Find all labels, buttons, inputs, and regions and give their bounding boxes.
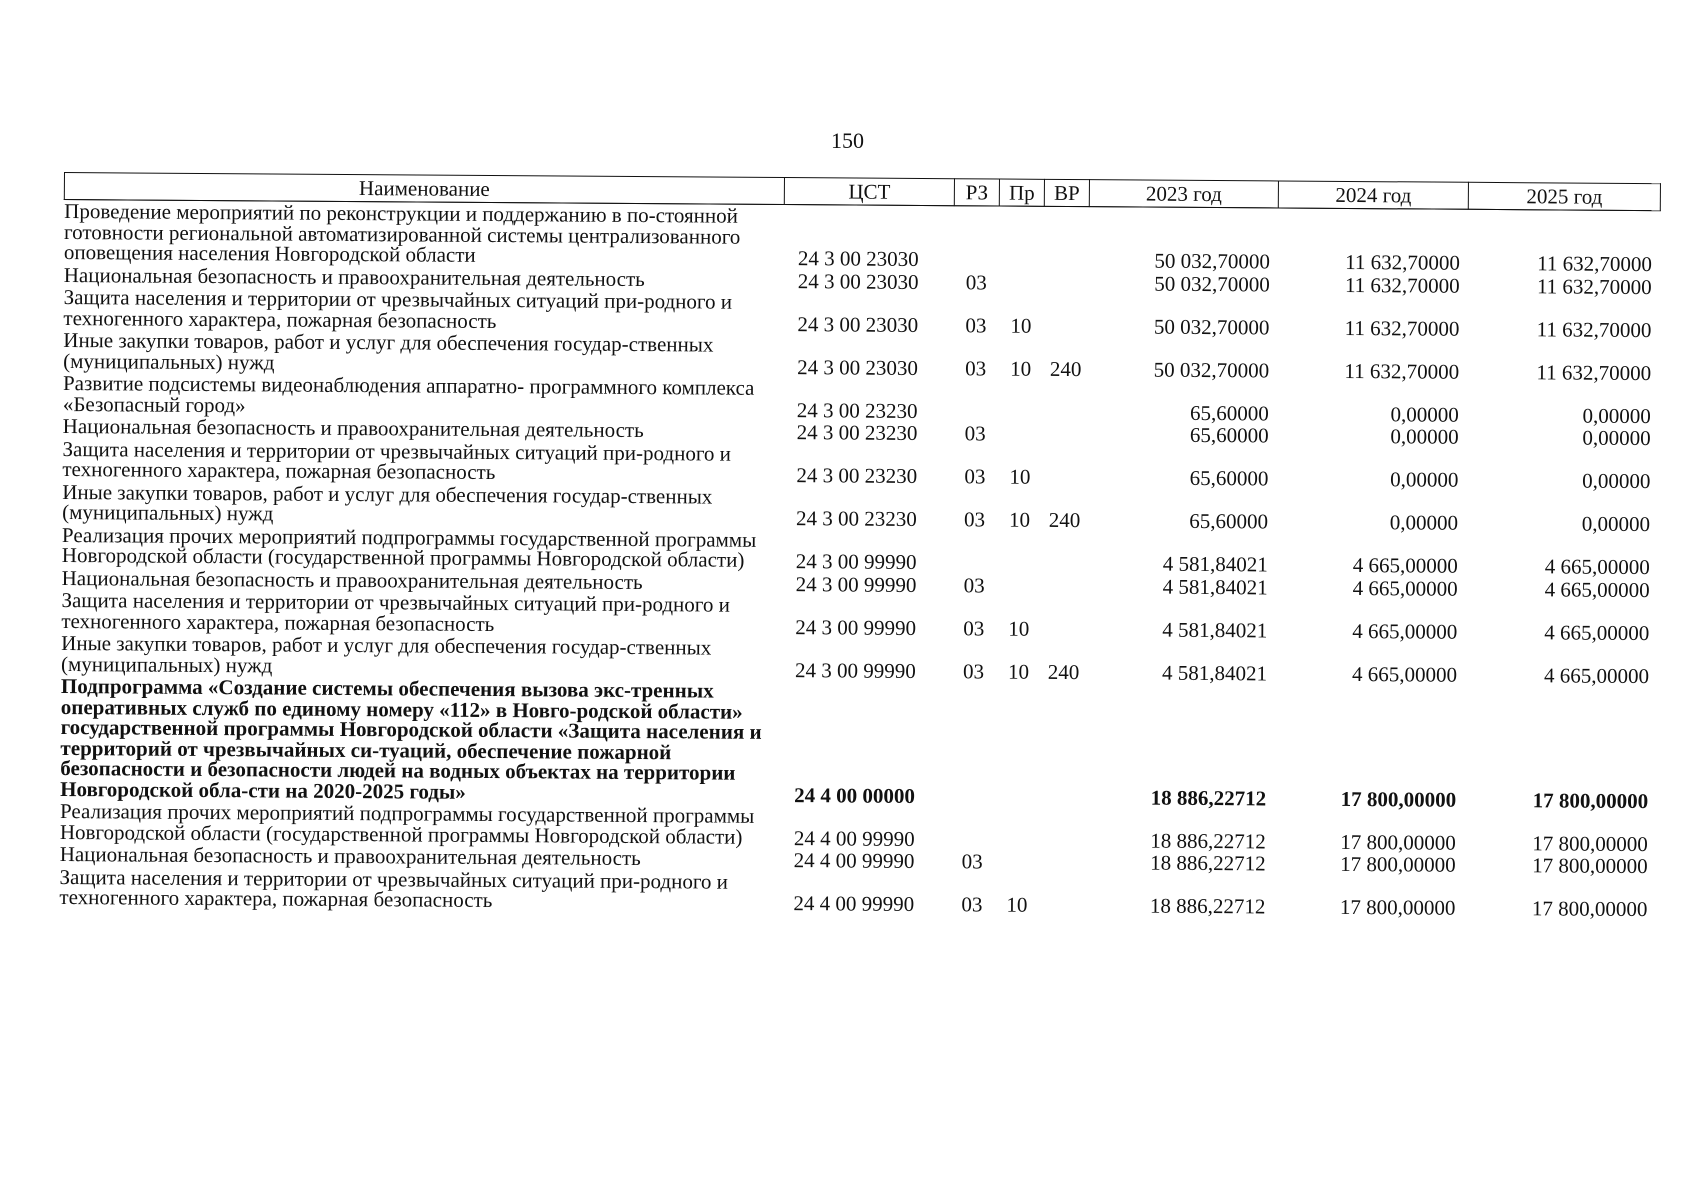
cell-pr [995,807,1040,850]
cell-2025: 17 800,00000 [1532,830,1648,856]
cell-name: Иные закупки товаров, работ и услуг для обеспечения государ-ственных (муниципальных) нужд [60,630,712,677]
cell-name: Национальная безопасность и правоохранительная деятельность [61,565,643,594]
cell-cst: 24 3 00 99990 [794,657,916,683]
cell-2024: 0,00000 [1389,510,1459,535]
cell-2025: 4 665,00000 [1544,554,1650,580]
cell-2024: 4 665,00000 [1352,618,1458,644]
header-2023: 2023 год [1089,180,1278,208]
cell-2024: 11 632,70000 [1344,358,1460,384]
cell-2023: 18 886,22712 [1150,850,1266,876]
cell-2025: 0,00000 [1582,403,1651,428]
cell-2023: 65,60000 [1189,422,1269,448]
cell-2025: 17 800,00000 [1532,853,1648,879]
cell-2024: 0,00000 [1390,401,1459,427]
cell-pr [998,379,1043,422]
cell-vr [1041,596,1086,639]
cell-cst: 24 4 00 99990 [793,825,915,851]
cell-vr [1042,444,1087,487]
cell-2025: 4 665,00000 [1543,662,1650,688]
cell-2023: 50 032,70000 [1154,271,1270,296]
cell-pr: 10 [1009,464,1031,489]
cell-cst: 24 3 00 23030 [797,268,919,294]
cell-name: Подпрограмма «Создание системы обеспечения вызова экс-тренных оперативных служб по единому номеру «112» в Новго-родской области» государственной программы Новгородской области «Защита населения и территорий от чрезвычайных си-туаций, обеспечение пожарной безопасности и безопасности людей на водных объектах на территории Новгородской обла-сти на 2020-2025 годы» [60,673,762,804]
cell-pr: 10 [1010,313,1032,338]
cell-pr [995,682,1041,807]
cell-2024: 0,00000 [1390,467,1459,492]
cell-pr: 10 [1009,507,1031,532]
cell-cst: 24 4 00 99990 [793,848,915,873]
cell-rz: 03 [964,507,986,532]
budget-table [59,172,1661,920]
cell-name: Защита населения и территории от чрезвычайных ситуаций при-родного и техногенного характера, пожарная безопасность [61,587,731,636]
cell-vr [1042,573,1087,596]
cell-name: Развитие подсистемы видеонаблюдения аппаратно- программного комплекса «Безопасный город» [62,370,755,417]
cell-cst: 24 3 00 23230 [796,420,918,445]
cell-2025: 11 632,70000 [1536,273,1652,299]
cell-cst: 24 3 00 99990 [795,571,917,597]
cell-2023: 4 581,84021 [1161,660,1268,685]
cell-2024: 11 632,70000 [1345,249,1460,275]
cell-pr: 10 [1010,356,1032,381]
cell-rz: 03 [965,269,987,294]
cell-2025: 0,00000 [1582,468,1651,494]
cell-2023: 65,60000 [1189,465,1269,491]
table-body [59,200,1660,920]
cell-2023: 50 032,70000 [1153,357,1270,382]
cell-vr [1042,530,1087,573]
cell-cst: 24 3 00 99990 [795,549,917,574]
cell-vr: 240 [1048,507,1081,533]
cell-pr [999,270,1044,293]
cell-vr [1044,206,1089,270]
cell-2024: 0,00000 [1390,424,1459,449]
table-row [64,200,1660,275]
cell-rz: 03 [961,849,983,874]
cell-pr: 10 [1008,616,1030,641]
cell-2023: 18 886,22712 [1150,828,1266,853]
cell-2024: 17 800,00000 [1340,851,1456,877]
cell-name: Реализация прочих мероприятий подпрограммы государственной программы Новгородской области (государственной программы Новгородской области) [61,522,757,572]
header-rz: РЗ [954,179,999,206]
cell-2025: 4 665,00000 [1544,619,1650,645]
header-2025: 2025 год [1468,182,1660,210]
cell-vr [1040,682,1086,807]
cell-cst: 24 3 00 23030 [797,311,919,337]
cell-2023: 50 032,70000 [1153,314,1270,339]
cell-2023: 18 886,22712 [1149,893,1266,919]
cell-2024: 4 665,00000 [1351,661,1458,687]
cell-2025: 17 800,00000 [1531,896,1648,922]
cell-name: Проведение мероприятий по реконструкции и поддержанию в по-стоянной готовности региональной автоматизированной системы централизованного оповещения населения Новгородской области [63,199,741,267]
cell-cst: 24 3 00 23230 [796,506,917,531]
cell-2024: 11 632,70000 [1344,272,1460,298]
cell-cst: 24 3 00 99990 [795,614,917,640]
cell-cst: 24 3 00 23230 [796,397,918,423]
cell-rz: 03 [964,421,986,446]
cell-rz: 03 [963,615,985,640]
cell-vr [1040,850,1085,873]
cell-rz [953,378,998,421]
cell-vr [1043,379,1088,422]
cell-2023: 65,60000 [1189,508,1269,534]
cell-rz [954,206,999,270]
cell-rz: 03 [963,572,985,597]
cell-cst: 24 3 00 23230 [796,463,918,488]
cell-name: Защита населения и территории от чрезвычайных ситуаций при-родного и техногенного характера, пожарная безопасность [62,436,732,485]
cell-cst: 24 3 00 23030 [797,246,919,271]
cell-vr: 240 [1047,659,1080,684]
cell-vr [1043,293,1088,336]
cell-pr [998,422,1043,445]
cell-vr [1043,422,1088,445]
cell-name: Реализация прочих мероприятий подпрограммы государственной программы Новгородской области (государственной программы Новгородской области) [59,798,755,849]
cell-2023: 4 581,84021 [1162,574,1268,599]
cell-cst: 24 4 00 00000 [794,782,916,808]
cell-2023: 4 581,84021 [1162,617,1268,642]
cell-vr [1044,270,1089,293]
cell-2025: 11 632,70000 [1536,359,1652,385]
page-number: 150 [831,128,864,153]
cell-2024: 17 800,00000 [1340,786,1457,812]
cell-name: Национальная безопасность и правоохранительная деятельность [59,841,641,871]
cell-2025: 11 632,70000 [1536,316,1652,342]
cell-pr: 10 [1007,659,1030,684]
cell-vr [1039,872,1084,915]
header-2024: 2024 год [1278,181,1468,209]
cell-name: Защита населения и территории от чрезвычайных ситуаций при-родного и техногенного характера, пожарная безопасность [63,285,733,333]
header-vr: ВР [1044,179,1089,206]
cell-pr [995,850,1040,873]
cell-2023: 50 032,70000 [1154,248,1270,274]
cell-2023: 4 581,84021 [1162,551,1268,577]
table-row [60,675,1657,811]
budget-table-container [59,172,1660,920]
cell-rz: 03 [964,464,986,489]
cell-name: Национальная безопасность и правоохранительная деятельность [63,262,645,291]
header-cst: ЦСТ [784,178,954,206]
cell-vr [1040,807,1085,850]
cell-2023: 65,60000 [1190,400,1269,425]
cell-2025: 4 665,00000 [1544,576,1650,602]
cell-2024: 4 665,00000 [1352,575,1458,601]
cell-cst: 24 3 00 23030 [797,354,918,380]
cell-2024: 4 665,00000 [1352,553,1458,578]
cell-2025: 0,00000 [1582,425,1651,451]
cell-2025: 11 632,70000 [1537,251,1652,277]
cell-rz: 03 [965,355,987,380]
cell-cst: 24 4 00 99990 [793,891,915,916]
cell-rz [950,806,995,849]
cell-pr [997,530,1042,573]
header-pr: Пр [999,179,1044,206]
header-name: Наименование [64,173,784,205]
cell-2025: 0,00000 [1581,511,1651,537]
cell-pr: 10 [1006,892,1028,917]
cell-name: Защита населения и территории от чрезвычайных ситуаций при-родного и техногенного характера, пожарная безопасность [59,864,729,913]
cell-pr [997,573,1042,596]
cell-pr [999,206,1044,270]
cell-2024: 17 800,00000 [1340,829,1456,855]
cell-2024: 11 632,70000 [1344,315,1460,341]
cell-name: Национальная безопасность и правоохранительная деятельность [62,413,644,443]
cell-name: Иные закупки товаров, работ и услуг для обеспечения государ-ственных (муниципальных) нужд [63,327,714,374]
cell-rz: 03 [962,658,985,683]
cell-2025: 17 800,00000 [1532,787,1649,813]
cell-rz [952,530,997,573]
cell-name: Иные закупки товаров, работ и услуг для обеспечения государ-ственных (муниципальных) нужд [62,479,713,526]
cell-rz: 03 [965,312,987,337]
cell-rz: 03 [961,892,983,917]
cell-2024: 17 800,00000 [1339,894,1456,920]
cell-rz [950,681,996,806]
cell-2023: 18 886,22712 [1150,785,1267,810]
cell-vr: 240 [1049,356,1082,381]
